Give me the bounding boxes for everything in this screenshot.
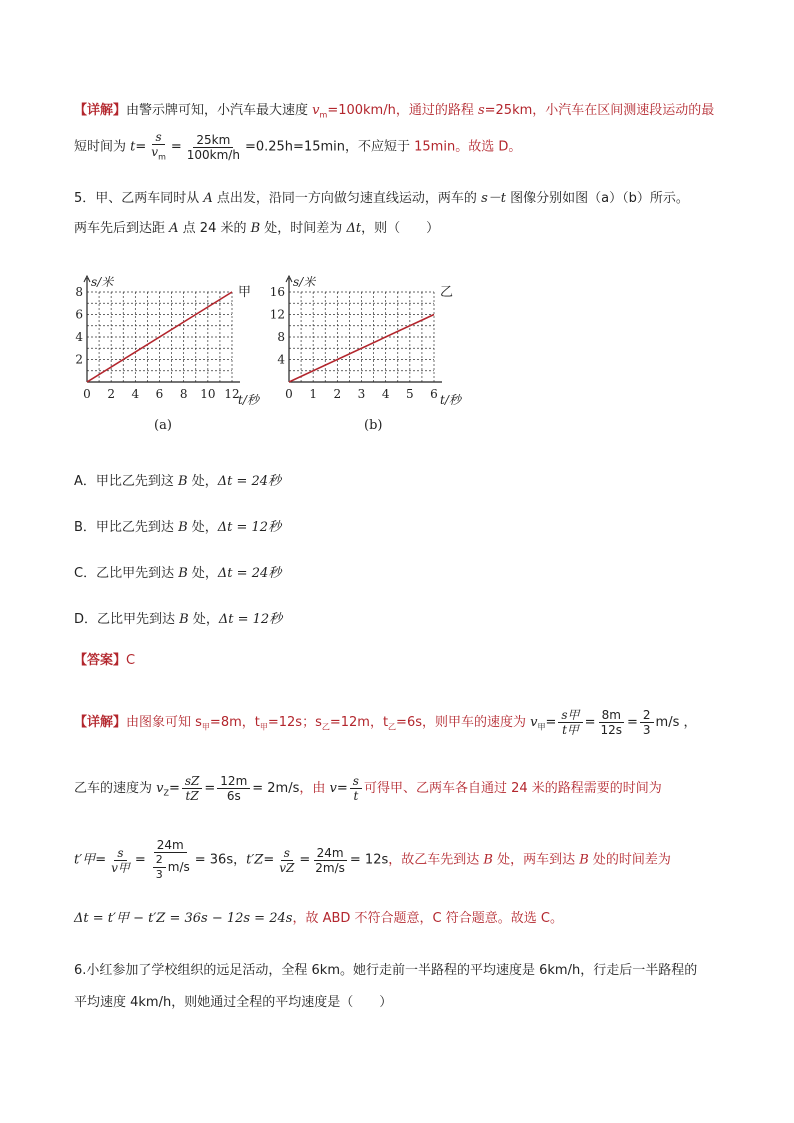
text: 处， [187,520,218,535]
fraction [182,774,203,803]
var: t′甲 [74,852,96,868]
text: =12m，t [329,715,389,730]
text: = 36s [194,852,234,868]
text: 处，两车到达 [492,852,580,868]
text: = 2m/s [252,781,300,796]
eq: = [168,781,180,796]
num: 24m [314,846,347,861]
y-tick-label: 6 [75,307,83,322]
eq: = [336,781,348,796]
var: B [179,612,189,627]
sub: m [319,110,328,120]
var: B [178,566,188,581]
option-a[interactable] [74,470,281,489]
text: =6s，则甲车的速度为 [396,715,531,730]
num: s [281,846,293,861]
eq: = [627,715,638,730]
x-tick-label: 0 [83,387,91,401]
eq: = [135,139,147,155]
text: 由图象可知 s [126,715,202,730]
den: t甲 [562,723,579,737]
x-tick-label: 6 [155,387,164,401]
x-tick-label: 6 [430,387,438,401]
option-b[interactable] [74,516,281,535]
text: 15min [414,139,456,155]
x-tick-label: 4 [381,387,390,401]
q5-detail-4 [74,908,724,930]
eq: = [263,852,275,868]
text: 短时间为 [74,139,131,155]
text: ，故乙车先到达 [388,852,484,868]
text: 处， [187,474,218,489]
q6-line-1: 6.小红参加了学校组织的远足活动，全程 6km。她行走前一半路程的平均速度是 6km/h，行走后一半路程的 [74,963,698,978]
series-label: 甲 [238,285,252,300]
detail-tag: 【详解】 [74,715,127,730]
eq: = [584,715,596,730]
sub: Z [163,788,169,798]
q5-line-2 [74,218,724,240]
sub: m [158,152,166,162]
text: =0.25h=15min，不应短于 [244,139,415,155]
text: A．甲比乙先到这 [74,474,179,489]
text: 5．甲、乙两车同时从 [74,191,204,206]
eq: = [545,715,557,730]
den: vZ [279,860,295,875]
expression: Δt = t′甲 − t′Z = 36s − 12s = 24s [74,911,293,926]
text: Δt = 24秒 [217,474,282,489]
var: B [483,852,493,868]
x-tick-label: 2 [333,387,342,401]
eq: = [134,852,146,868]
q5-line-1 [74,188,724,210]
num: 8m [599,708,624,723]
text: 。故选 D。 [455,139,522,155]
x-tick-label: 1 [309,387,317,401]
chart-a-caption: (a) [154,418,172,433]
text: =8m，t [209,715,260,730]
q5-detail-2 [74,774,724,805]
var: A [203,191,213,206]
text: ，则（ ） [361,221,440,236]
num: s甲 [558,708,582,723]
option-c[interactable] [74,562,281,581]
y-axis-label: s/米 [91,275,114,289]
eq: = [299,852,311,868]
den: 6s [226,789,241,803]
num: s [152,130,164,145]
x-tick-label: 8 [179,387,188,401]
x-axis-label: t/秒 [238,393,259,407]
den: 12s [600,723,622,737]
answer-tag: 【答案】 [74,653,127,668]
text: 24 米的 [511,781,558,796]
q4-line-1 [74,100,724,127]
num: sZ [182,774,203,789]
fraction [217,774,250,803]
y-axis-label: s/米 [293,275,316,289]
text: 点 24 米的 [178,221,251,236]
detail-tag: 【详解】 [74,103,127,118]
var: v [530,715,538,730]
text: D．乙比甲先到达 [74,612,180,627]
x-tick-label: 4 [131,387,140,401]
den: 2m/s [315,860,345,875]
q6-line-2: 平均速度 4km/h，则她通过全程的平均速度是（ ） [74,995,393,1010]
text: m/s ， [655,715,697,730]
text: 符合题意。故选 [441,911,541,926]
fraction [640,708,654,737]
y-tick-label: 2 [75,352,83,367]
fraction [558,708,582,737]
text: ，故 [292,911,323,926]
num: 2 [153,853,166,868]
text: 处的时间差为 [588,852,671,868]
fraction [276,846,297,875]
num: s [350,774,362,789]
den: 3 [642,723,651,737]
text: Δt = 12秒 [217,520,282,535]
fraction [148,838,193,882]
den: v [151,145,159,159]
text: 。 [549,911,563,926]
var: s－t [481,191,506,206]
text: 点出发，沿同一方向做匀速直线运动，两车的 [212,191,482,206]
text: 不符合题意， [350,911,433,926]
num: 25km [193,133,233,148]
y-tick-label: 12 [269,307,285,322]
unit: m/s [167,860,190,874]
sub: 甲 [201,722,210,732]
text: 可得甲、乙两车各自通过 [363,781,512,796]
text: 由警示牌可知，小汽车最大速度 [126,103,313,118]
var: s [477,103,485,118]
text: 两车先后到达距 [74,221,170,236]
sub: 甲 [259,722,268,732]
text: 图像分别如图（a）（b）所示。 [505,191,689,206]
num: 24m [154,838,187,853]
fraction [350,774,362,803]
text: B．甲比乙先到达 [74,520,179,535]
text: C [540,911,550,926]
text: =12s；s [267,715,322,730]
var: B [178,474,188,489]
chart-b [269,262,472,412]
fraction [312,846,348,875]
x-tick-label: 12 [224,387,240,401]
den: t [353,789,359,803]
y-tick-label: 16 [269,285,285,299]
var: v [329,781,337,796]
fraction [184,133,243,162]
den: v甲 [111,860,130,875]
eq: = [95,852,107,868]
num: 2 [640,708,654,723]
series-label: 乙 [440,285,454,300]
var: v [156,781,164,796]
text: 处， [187,566,218,581]
sub: 甲 [537,722,546,732]
x-tick-label: 2 [107,387,115,401]
y-tick-label: 8 [75,285,83,299]
text: Δt = 12秒 [218,612,283,627]
sub: 乙 [388,722,397,732]
chart-a [70,262,270,412]
fraction [148,130,169,164]
x-tick-label: 3 [357,387,366,401]
answer-value: C [126,653,136,668]
chart-b-caption: (b) [364,418,383,433]
text: ， [233,852,247,868]
q4-line-2 [74,130,724,164]
text: =25km，小汽车在区间测速段运动的最 [484,103,715,118]
q5-detail-3 [74,838,724,882]
text: 处， [188,612,219,627]
text: 处，时间差为 [260,221,347,236]
q5-detail-1 [74,708,724,739]
eq: = [204,781,216,796]
fraction [597,708,625,737]
y-tick-label: 4 [75,330,83,344]
text: ，由 [299,781,330,796]
x-tick-label: 5 [406,387,414,401]
num: 12m [217,774,250,789]
den: tZ [185,789,199,803]
y-tick-label: 8 [277,330,285,344]
fraction [108,846,133,875]
y-tick-label: 4 [277,352,285,367]
den: 3 [155,868,163,881]
var: B [178,520,188,535]
var: Δt [346,221,362,236]
x-tick-label: 10 [200,387,216,401]
sub: 乙 [321,722,330,732]
var: B [250,221,261,236]
answer-line [74,650,724,672]
text: 乙车的速度为 [74,781,157,796]
text: = 12s [349,852,389,868]
option-d[interactable] [74,608,282,627]
text: Δt = 24秒 [217,566,282,581]
fraction [153,853,166,882]
text: C．乙比甲先到达 [74,566,179,581]
var: t [130,139,136,155]
eq: = [170,139,182,155]
text: 路程需要的时间为 [557,781,662,796]
var: A [169,221,179,236]
num: s [114,846,126,861]
var: t′Z [246,852,264,868]
var: v [312,103,320,118]
text: ABD [322,911,351,926]
x-axis-label: t/秒 [440,393,461,407]
den: 100km/h [186,147,240,162]
text: =100km/h，通过的路程 [327,103,478,118]
text: C [432,911,442,926]
x-tick-label: 0 [285,387,293,401]
var: B [579,852,589,868]
